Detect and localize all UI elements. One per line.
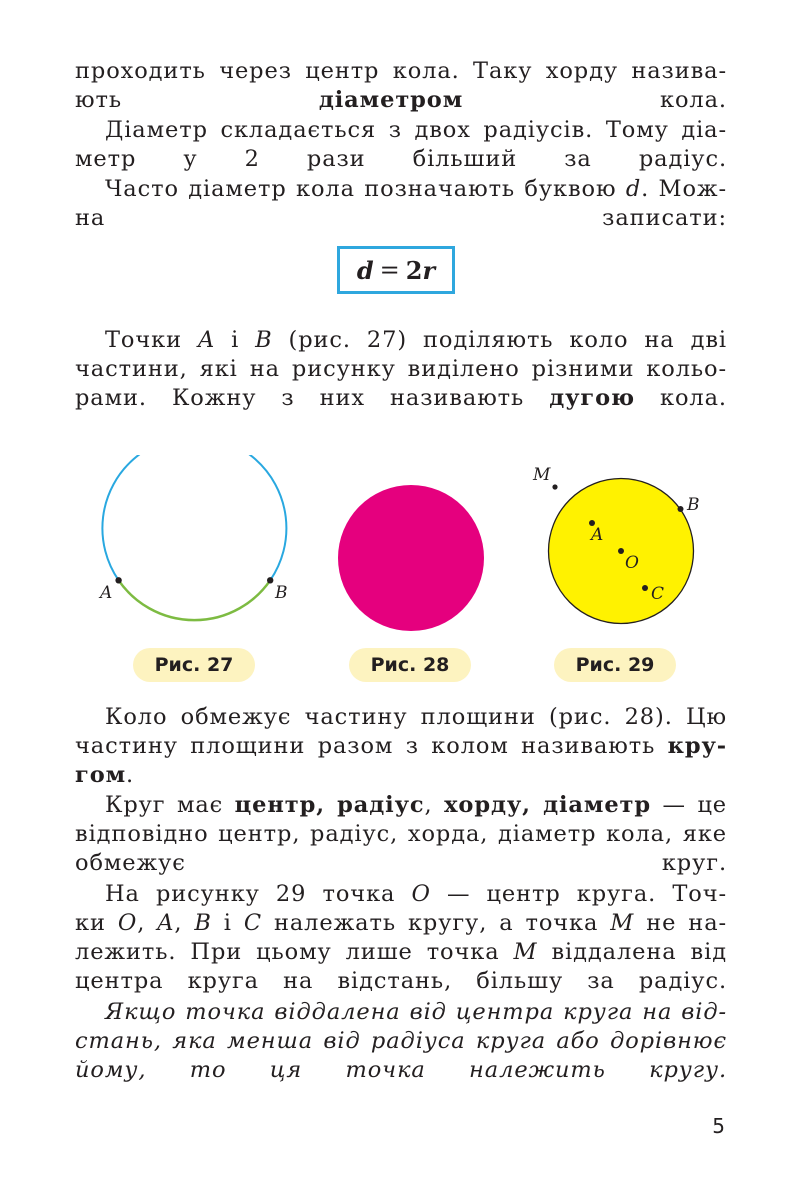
caption-fig-29: Рис. 29 bbox=[554, 648, 676, 682]
term-arc: дугою bbox=[549, 385, 635, 411]
term-disk-part1: кру- bbox=[667, 733, 727, 759]
p1-line1: проходить через центр кола. Таку хорду назива- bbox=[75, 58, 727, 84]
magenta-disk bbox=[338, 485, 484, 631]
point-b-label: B bbox=[275, 583, 288, 603]
lower-arc bbox=[119, 580, 271, 620]
formula-box bbox=[337, 246, 455, 294]
point-b-label: B bbox=[687, 495, 700, 515]
point-b-dot bbox=[678, 506, 684, 512]
figure-27 bbox=[95, 455, 295, 630]
formula-rhs-num: 2 bbox=[405, 255, 423, 285]
point-b-dot bbox=[267, 577, 273, 583]
paragraph-7: На рисунку 29 точка O — центр круга. Точ- ки O, A, B і C належать кругу, а точка M не на- лежить. При цьому лише точка M віддалена від центра круга на відстань, більшу за радіус. bbox=[75, 881, 728, 994]
paragraph-6: Круг має центр, радіус, хорду, діаметр — це відповідно центр, радіус, хорда, діаметр кола, яке обмежує круг. bbox=[75, 792, 728, 876]
point-a-label: A bbox=[100, 583, 113, 603]
paragraph-8-rule: Якщо точка віддалена від центра круга на від- стань, яка менша від радіуса круга або дорівнює йому, то ця точка належить кругу. bbox=[75, 999, 727, 1083]
point-c-dot bbox=[642, 585, 648, 591]
paragraph-1: проходить через центр кола. Таку хорду назива- ють діаметром кола. bbox=[75, 58, 727, 113]
point-o-dot bbox=[618, 548, 624, 554]
formula-eq: = bbox=[379, 256, 400, 284]
point-c-label: C bbox=[651, 584, 665, 604]
formula-lhs: d bbox=[356, 255, 374, 285]
point-o-label: O bbox=[625, 553, 639, 573]
figure-28 bbox=[335, 482, 487, 634]
caption-fig-27: Рис. 27 bbox=[133, 648, 255, 682]
paragraph-2: Діаметр складається з двох радіусів. Тому діа- метр у 2 рази більший за радіус. bbox=[75, 117, 727, 172]
figure-29 bbox=[525, 460, 725, 630]
paragraph-3: Часто діаметр кола позначають буквою d. Мож- на записати: bbox=[75, 176, 728, 231]
term-diameter: діаметром bbox=[318, 87, 464, 113]
formula-rhs-var: r bbox=[422, 255, 436, 285]
caption-fig-28: Рис. 28 bbox=[349, 648, 471, 682]
upper-arc bbox=[102, 455, 286, 580]
point-a-label: A bbox=[591, 525, 604, 545]
term-disk-part2: гом bbox=[75, 762, 127, 788]
point-m-label: M bbox=[533, 465, 551, 485]
page-number: 5 bbox=[712, 1114, 725, 1138]
point-m-dot bbox=[552, 484, 557, 489]
paragraph-5: Коло обмежує частину площини (рис. 28). Цю частину площини разом з колом називають кру- гом. bbox=[75, 704, 727, 788]
point-a-dot bbox=[115, 577, 121, 583]
paragraph-4: Точки A і B (рис. 27) поділяють коло на дві частини, які на рисунку виділено різними кольо- рами. Кожну з них називають дугою кола. bbox=[75, 327, 727, 411]
